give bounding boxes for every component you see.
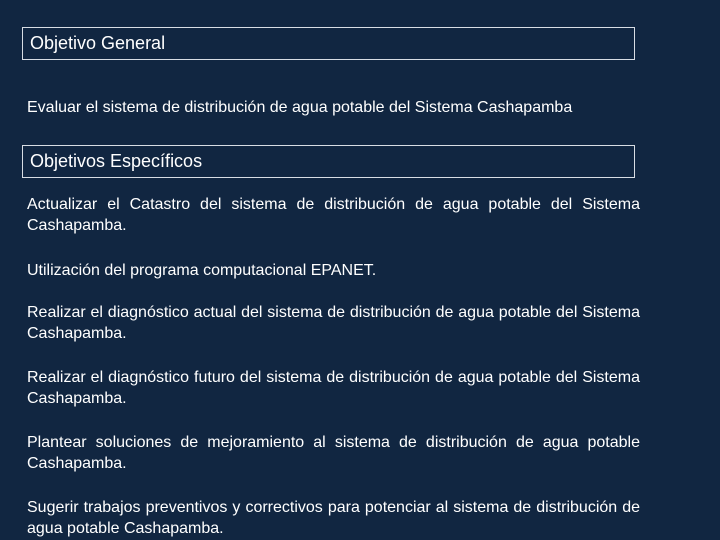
specific-objectives-heading-box (22, 145, 635, 178)
specific-objective-item: Sugerir trabajos preventivos y correctivos para potenciar al sistema de distribución de agua potable Cashapamba. (27, 499, 640, 537)
general-objective-text: Evaluar el sistema de distribución de agua potable del Sistema Cashapamba (27, 99, 573, 116)
specific-objective-item: Actualizar el Catastro del sistema de distribución de agua potable del Sistema Cashapamba. (27, 196, 640, 234)
specific-objective-item: Realizar el diagnóstico actual del sistema de distribución de agua potable del Sistema Cashapamba. (27, 304, 640, 342)
specific-objective-item: Plantear soluciones de mejoramiento al sistema de distribución de agua potable Cashapamba. (27, 434, 640, 472)
general-objective-heading: Objetivo General (30, 33, 166, 53)
general-objective-heading-box (22, 27, 635, 60)
specific-objectives-heading: Objetivos Específicos (30, 151, 203, 171)
specific-objective-item: Utilización del programa computacional EPANET. (27, 262, 377, 279)
specific-objective-item: Realizar el diagnóstico futuro del sistema de distribución de agua potable del Sistema Cashapamba. (27, 369, 640, 407)
